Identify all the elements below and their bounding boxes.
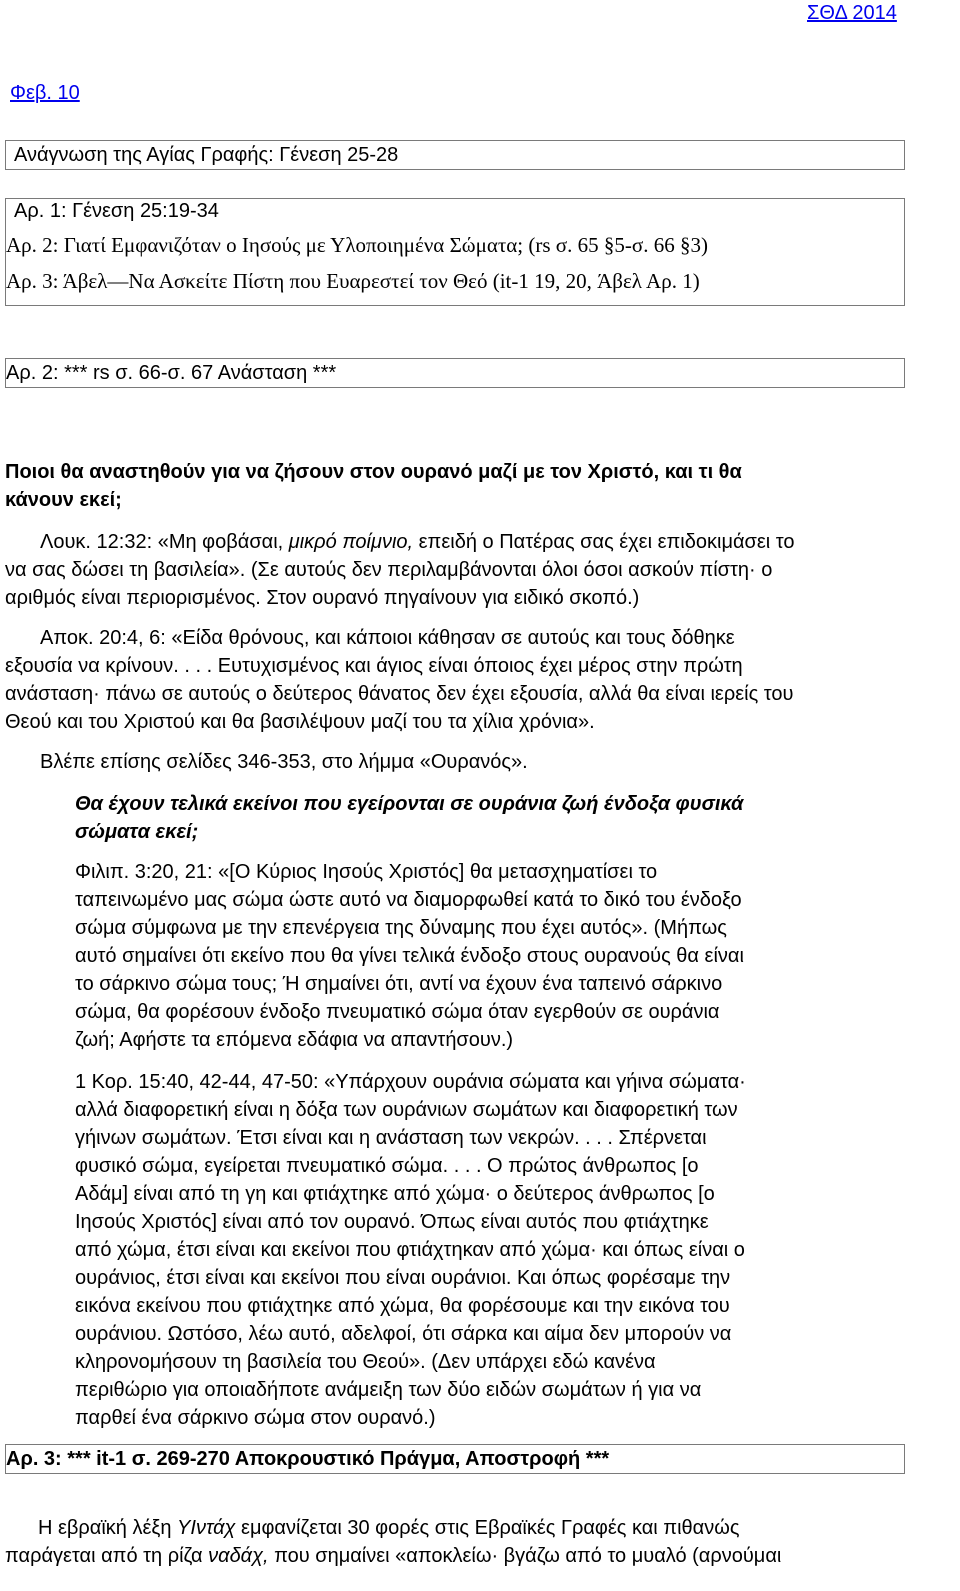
final-l2-prefix: παράγεται από τη ρίζα — [5, 1545, 209, 1567]
cor-line6: Ιησούς Χριστός] είναι από τον ουρανό. Όπως είναι αυτός που φτιάχτηκε — [75, 1211, 709, 1233]
final-l2-suffix: που σημαίνει «αποκλείω· βγάζω από το μυαλό (αρνούμαι — [268, 1545, 782, 1567]
luke-line3: αριθμός είναι περιορισμένος. Στον ουρανό πηγαίνουν για ειδικό σκοπό.) — [5, 587, 640, 609]
cor-line11: κληρονομήσουν τη βασιλεία του Θεού». (Δεν υπάρχει εδώ κανένα — [75, 1351, 656, 1373]
top-link[interactable]: ΣΘΔ 2014 — [807, 2, 897, 24]
see-also: Βλέπε επίσης σελίδες 346-353, στο λήμμα «Ουρανός». — [40, 751, 528, 773]
question1-line2: κάνουν εκεί; — [5, 489, 122, 511]
section3-label: Αρ. 3: *** it-1 σ. 269-270 Αποκρουστικό Πράγμα, Αποστροφή *** — [6, 1448, 610, 1470]
assignment-line-3: Αρ. 3: Άβελ—Να Ασκείτε Πίστη που Ευαρεστεί τον Θεό (it-1 19, 20, Άβελ Αρ. 1) — [6, 269, 700, 293]
cor-line1: 1 Κορ. 15:40, 42-44, 47-50: «Υπάρχουν ουράνια σώματα και γήινα σώματα· — [75, 1071, 746, 1093]
phil-line2: ταπεινωμένο μας σώμα ώστε αυτό να διαμορφωθεί κατά το δικό του ένδοξο — [75, 889, 742, 911]
final-l1-italic: ΥΙντάχ — [177, 1517, 236, 1539]
final-line1 — [38, 1514, 740, 1542]
section2-label: Αρ. 2: *** rs σ. 66-σ. 67 Ανάσταση *** — [6, 362, 337, 384]
phil-line5: το σάρκινο σώμα τους; Ή σημαίνει ότι, αντί να έχουν ένα ταπεινό σάρκινο — [75, 973, 723, 995]
final-l2-italic: ναδάχ, — [208, 1545, 269, 1567]
cor-line9: εικόνα εκείνου που φτιάχτηκε από χώμα, θα φορέσουμε και την εικόνα του — [75, 1295, 730, 1317]
phil-line1: Φιλιπ. 3:20, 21: «[Ο Κύριος Ιησούς Χριστός] θα μετασχηματίσει το — [75, 861, 658, 883]
rev-line2: εξουσία να κρίνουν. . . . Ευτυχισμένος και άγιος είναι όποιος έχει μέρος στην πρώτη — [5, 655, 743, 677]
cor-line7: από χώμα, έτσι είναι και εκείνοι που φτιάχτηκαν από χώμα· και όπως είναι ο — [75, 1239, 745, 1261]
phil-line4: αυτό σημαίνει ότι εκείνο που θα γίνει τελικά ένδοξο στους ουρανούς θα είναι — [75, 945, 744, 967]
luke-line2: να σας δώσει τη βασιλεία». (Σε αυτούς δεν περιλαμβάνονται όλοι όσοι ασκούν πίστη· ο — [5, 559, 773, 581]
question2-line1: Θα έχουν τελικά εκείνοι που εγείρονται σε ουράνια ζωή ένδοξα φυσικά — [75, 793, 744, 815]
assignment-line-2: Αρ. 2: Γιατί Εμφανιζόταν ο Ιησούς με Υλοποιημένα Σώματα; (rs σ. 65 §5-σ. 66 §3) — [6, 233, 708, 257]
cor-line3: γήινων σωμάτων. Έτσι είναι και η ανάσταση των νεκρών. . . . Σπέρνεται — [75, 1127, 707, 1149]
phil-line7: ζωή; Αφήστε τα επόμενα εδάφια να απαντήσουν.) — [75, 1029, 514, 1051]
question2-line2: σώματα εκεί; — [75, 821, 199, 843]
cor-line5: Αδάμ] είναι από τη γη και φτιάχτηκε από χώμα· ο δεύτερος άνθρωπος [ο — [75, 1183, 715, 1205]
cor-line8: ουράνιος, έτσι είναι και εκείνοι που είναι ουράνιοι. Και όπως φορέσαμε την — [75, 1267, 731, 1289]
luke-line1 — [40, 528, 795, 556]
reading-box — [5, 140, 905, 170]
phil-line6: σώμα, θα φορέσουν ένδοξο πνευματικό σώμα όταν εγερθούν σε ουράνια — [75, 1001, 720, 1023]
assignments-box — [5, 198, 905, 306]
rev-line4: Θεού και του Χριστού και θα βασιλέψουν μαζί του τα χίλια χρόνια». — [5, 711, 595, 733]
final-l1-prefix: Η εβραϊκή λέξη — [38, 1517, 178, 1539]
cor-line12: περιθώριο για οποιαδήποτε ανάμειξη των δύο ειδών σωμάτων ή για να — [75, 1379, 702, 1401]
rev-line3: ανάσταση· πάνω σε αυτούς ο δεύτερος θάνατος δεν έχει εξουσία, αλλά θα είναι ιερείς του — [5, 683, 794, 705]
section2-box — [5, 358, 905, 388]
section3-box — [5, 1444, 905, 1474]
rev-line1: Αποκ. 20:4, 6: «Είδα θρόνους, και κάποιοι κάθησαν σε αυτούς και τους δόθηκε — [40, 627, 735, 649]
date-link[interactable]: Φεβ. 10 — [10, 82, 80, 104]
cor-line10: ουράνιου. Ωστόσο, λέω αυτό, αδελφοί, ότι σάρκα και αίμα δεν μπορούν να — [75, 1323, 732, 1345]
final-l1-suffix: εμφανίζεται 30 φορές στις Εβραϊκές Γραφές και πιθανώς — [235, 1517, 740, 1539]
luke-italic: μικρό ποίμνιο, — [288, 531, 414, 553]
luke-prefix: Λουκ. 12:32: «Μη φοβάσαι, — [40, 531, 289, 553]
final-line2 — [5, 1542, 781, 1570]
cor-line4: φυσικό σώμα, εγείρεται πνευματικό σώμα. . . . Ο πρώτος άνθρωπος [ο — [75, 1155, 699, 1177]
assignment-line-1: Αρ. 1: Γένεση 25:19-34 — [14, 200, 219, 222]
cor-line2: αλλά διαφορετική είναι η δόξα των ουράνιων σωμάτων και διαφορετική των — [75, 1099, 738, 1121]
phil-line3: σώμα σύμφωνα με την επενέργεια της δύναμης που έχει αυτός». (Μήπως — [75, 917, 727, 939]
reading-label: Ανάγνωση της Αγίας Γραφής: Γένεση 25-28 — [14, 144, 399, 166]
cor-line13: παρθεί ένα σάρκινο σώμα στον ουρανό.) — [75, 1407, 436, 1429]
question1-line1: Ποιοι θα αναστηθούν για να ζήσουν στον ουρανό μαζί με τον Χριστό, και τι θα — [5, 461, 742, 483]
luke-suffix: επειδή ο Πατέρας σας έχει επιδοκιμάσει το — [413, 531, 795, 553]
